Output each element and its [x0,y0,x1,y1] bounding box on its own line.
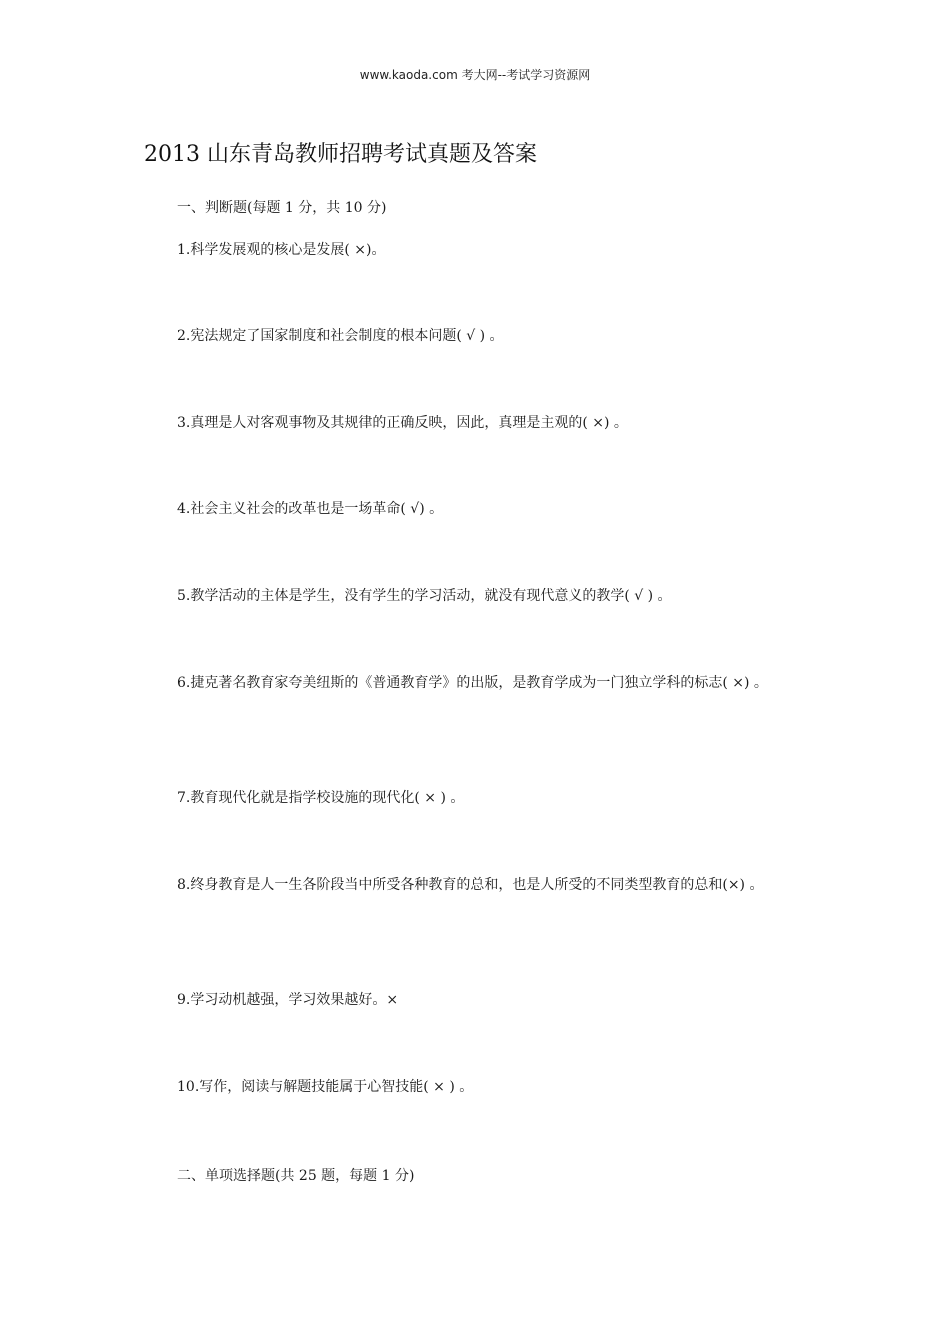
question-4: 4.社会主义社会的改革也是一场革命( √) 。 [177,501,444,517]
question-9: 9.学习动机越强，学习效果越好。× [177,992,399,1008]
page-header: www.kaoda.com 考大网--考试学习资源网 [359,68,591,82]
section-heading-single-choice: 二、单项选择题(共 25 题，每题 1 分) [177,1168,415,1184]
question-10: 10.写作，阅读与解题技能属于心智技能( × ) 。 [177,1079,474,1095]
question-3: 3.真理是人对客观事物及其规律的正确反映，因此，真理是主观的( ×) 。 [177,415,628,431]
question-6: 6.捷克著名教育家夸美纽斯的《普通教育学》的出版，是教育学成为一门独立学科的标志( ×) 。 [177,675,768,691]
question-7: 7.教育现代化就是指学校设施的现代化( × ) 。 [177,790,465,806]
question-5: 5.教学活动的主体是学生，没有学生的学习活动，就没有现代意义的教学( √ ) 。 [177,588,672,604]
section-heading-true-false: 一、判断题(每题 1 分，共 10 分) [177,200,387,216]
question-2: 2.宪法规定了国家制度和社会制度的根本问题( √ ) 。 [177,328,504,344]
question-8: 8.终身教育是人一生各阶段当中所受各种教育的总和，也是人所受的不同类型教育的总和(×) 。 [177,877,764,893]
document-title: 2013 山东青岛教师招聘考试真题及答案 [144,142,537,167]
question-1: 1.科学发展观的核心是发展( ×)。 [177,242,386,258]
